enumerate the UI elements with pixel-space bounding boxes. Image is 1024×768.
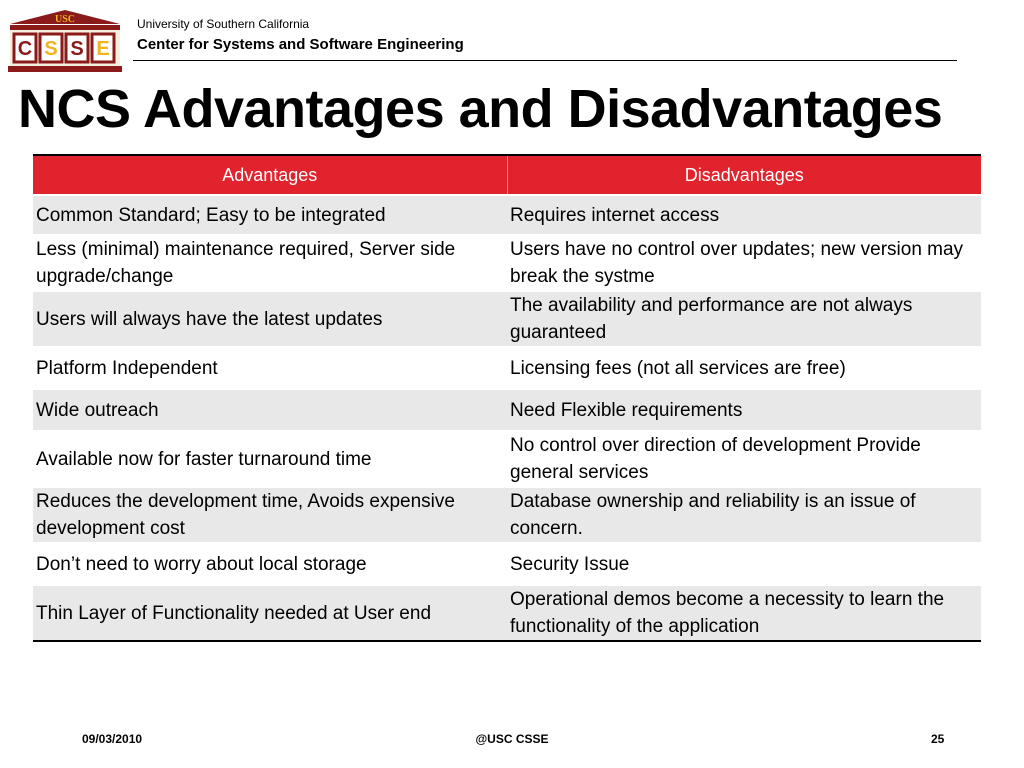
- table-row: [33, 585, 981, 641]
- table-row: [33, 235, 981, 291]
- slide-title: NCS Advantages and Disadvantages: [18, 79, 943, 139]
- disadvantage-cell: Licensing fees (not all services are free): [507, 347, 981, 389]
- footer-date: 09/03/2010: [82, 732, 143, 746]
- advantage-cell: Thin Layer of Functionality needed at User end: [33, 585, 507, 641]
- footer-center: @USC CSSE: [475, 732, 549, 746]
- disadvantage-cell: Users have no control over updates; new version may break the systme: [507, 235, 981, 291]
- disadvantage-cell: Need Flexible requirements: [507, 389, 981, 431]
- advantage-cell: Platform Independent: [33, 347, 507, 389]
- disadvantage-cell: Database ownership and reliability is an issue of concern.: [507, 487, 981, 543]
- table-header-row: [33, 155, 981, 195]
- advantage-cell: Reduces the development time, Avoids expensive development cost: [33, 487, 507, 543]
- header-divider: [133, 60, 957, 61]
- table-row: [33, 431, 981, 487]
- svg-text:C: C: [17, 38, 33, 60]
- table-row: [33, 389, 981, 431]
- disadvantage-cell: Operational demos become a necessity to learn the functionality of the application: [507, 585, 981, 641]
- advantage-cell: Users will always have the latest updates: [33, 291, 507, 347]
- svg-text:E: E: [96, 38, 110, 60]
- table-row: [33, 543, 981, 585]
- usc-csse-logo: [6, 8, 124, 76]
- comparison-table: [33, 154, 981, 642]
- svg-text:S: S: [70, 38, 84, 60]
- center-name: Center for Systems and Software Engineering: [137, 36, 464, 53]
- svg-text:USC: USC: [54, 14, 76, 25]
- disadvantage-cell: Security Issue: [507, 543, 981, 585]
- advantage-cell: Available now for faster turnaround time: [33, 431, 507, 487]
- table-row: [33, 291, 981, 347]
- advantage-cell: Don’t need to worry about local storage: [33, 543, 507, 585]
- table-row: [33, 195, 981, 235]
- university-name: University of Southern California: [137, 17, 310, 31]
- table-row: [33, 347, 981, 389]
- svg-text:S: S: [44, 38, 58, 60]
- advantage-cell: Wide outreach: [33, 389, 507, 431]
- table-row: [33, 487, 981, 543]
- disadvantage-cell: The availability and performance are not always guaranteed: [507, 291, 981, 347]
- advantage-cell: Less (minimal) maintenance required, Server side upgrade/change: [33, 235, 507, 291]
- disadvantage-cell: No control over direction of development Provide general services: [507, 431, 981, 487]
- header-disadvantages: Disadvantages: [507, 155, 981, 195]
- header-advantages: Advantages: [33, 155, 507, 195]
- disadvantage-cell: Requires internet access: [507, 195, 981, 235]
- advantage-cell: Common Standard; Easy to be integrated: [33, 195, 507, 235]
- page-number: 25: [931, 732, 945, 746]
